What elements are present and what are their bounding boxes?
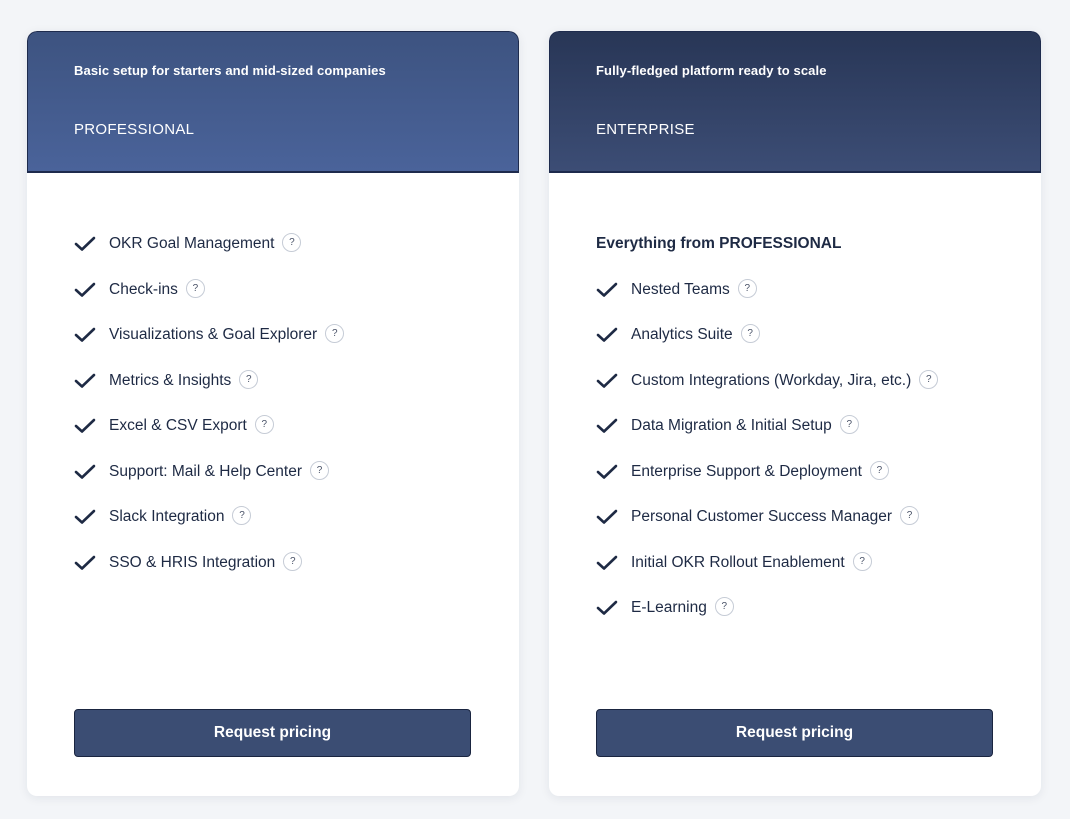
check-icon [596, 555, 618, 571]
feature-item [74, 503, 344, 549]
feature-item [74, 230, 344, 276]
question-mark-icon[interactable]: ? [325, 324, 344, 343]
question-mark-icon[interactable]: ? [840, 415, 859, 434]
feature-item [596, 276, 938, 322]
plan-subtitle: Basic setup for starters and mid-sized companies [74, 63, 386, 78]
feature-item [596, 458, 938, 504]
request-pricing-button[interactable]: Request pricing [74, 709, 471, 757]
plan-card-enterprise [549, 31, 1041, 796]
feature-item [74, 412, 344, 458]
check-icon [596, 418, 618, 434]
plan-name: PROFESSIONAL [74, 121, 195, 138]
feature-label: Check-ins [109, 280, 178, 298]
feature-label: OKR Goal Management [109, 235, 275, 252]
check-icon [596, 282, 618, 298]
question-mark-icon[interactable]: ? [283, 552, 302, 571]
feature-list [74, 230, 344, 594]
feature-label: Visualizations & Goal Explorer [109, 326, 318, 343]
check-icon [74, 282, 96, 298]
question-mark-icon[interactable]: ? [715, 597, 734, 616]
plan-subtitle: Fully-fledged platform ready to scale [596, 63, 827, 78]
feature-item [596, 594, 938, 640]
feature-item [74, 321, 344, 367]
feature-label: Analytics Suite [631, 326, 733, 343]
feature-item [596, 321, 938, 367]
feature-item [74, 549, 344, 595]
check-icon [596, 509, 618, 525]
feature-label: Excel & CSV Export [109, 417, 247, 434]
feature-item [596, 412, 938, 458]
question-mark-icon[interactable]: ? [232, 506, 251, 525]
feature-item [596, 367, 938, 413]
question-mark-icon[interactable]: ? [282, 233, 301, 252]
feature-label: E-Learning [631, 599, 707, 616]
feature-item [596, 549, 938, 595]
check-icon [596, 600, 618, 616]
check-icon [74, 509, 96, 525]
feature-label: Data Migration & Initial Setup [631, 417, 832, 434]
feature-item [74, 458, 344, 504]
feature-label: Nested Teams [631, 280, 730, 298]
check-icon [596, 464, 618, 480]
feature-label: Personal Customer Success Manager [631, 508, 893, 525]
question-mark-icon[interactable]: ? [919, 370, 938, 389]
question-mark-icon[interactable]: ? [255, 415, 274, 434]
feature-label: Enterprise Support & Deployment [631, 462, 862, 480]
feature-label: Support: Mail & Help Center [109, 462, 302, 480]
question-mark-icon[interactable]: ? [853, 552, 872, 571]
check-icon [596, 373, 618, 389]
check-icon [74, 373, 96, 389]
question-mark-icon[interactable]: ? [310, 461, 329, 480]
feature-label: Slack Integration [109, 508, 225, 525]
feature-item [596, 503, 938, 549]
question-mark-icon[interactable]: ? [738, 279, 757, 298]
question-mark-icon[interactable]: ? [186, 279, 205, 298]
question-mark-icon[interactable]: ? [870, 461, 889, 480]
question-mark-icon[interactable]: ? [741, 324, 760, 343]
plan-name: ENTERPRISE [596, 121, 695, 138]
check-icon [596, 327, 618, 343]
request-pricing-button[interactable]: Request pricing [596, 709, 993, 757]
plan-header [27, 31, 519, 173]
check-icon [74, 236, 96, 252]
check-icon [74, 327, 96, 343]
feature-label: Custom Integrations (Workday, Jira, etc.) [631, 371, 912, 389]
question-mark-icon[interactable]: ? [239, 370, 258, 389]
question-mark-icon[interactable]: ? [900, 506, 919, 525]
plan-intro: Everything from PROFESSIONAL [596, 235, 842, 252]
plan-header [549, 31, 1041, 173]
check-icon [74, 464, 96, 480]
check-icon [74, 555, 96, 571]
feature-label: Metrics & Insights [109, 371, 232, 389]
check-icon [74, 418, 96, 434]
feature-label: SSO & HRIS Integration [109, 553, 276, 571]
feature-list [596, 230, 938, 640]
feature-label: Initial OKR Rollout Enablement [631, 553, 845, 571]
feature-item [74, 276, 344, 322]
plan-card-professional [27, 31, 519, 796]
feature-item [74, 367, 344, 413]
